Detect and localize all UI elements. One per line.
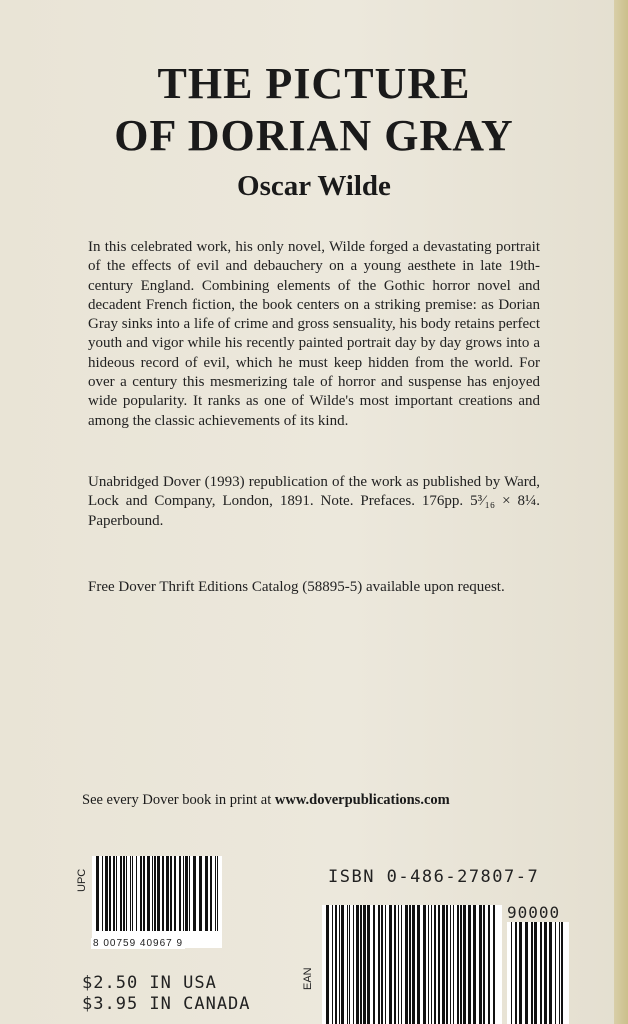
barcode-bar [405, 905, 408, 1024]
barcode-bar [463, 905, 466, 1024]
ean-label: EAN [302, 967, 314, 990]
website-url[interactable]: www.doverpublications.com [274, 792, 450, 808]
barcode-bar [446, 905, 448, 1024]
barcode-bar [515, 922, 517, 1024]
barcode-bar [555, 922, 556, 1024]
barcode-bar [442, 905, 445, 1024]
barcode-bar [116, 856, 117, 931]
barcode-bar [460, 905, 462, 1024]
barcode-bar [147, 856, 150, 931]
barcode-bar [341, 905, 344, 1024]
barcode-bar [428, 905, 429, 1024]
barcode-bar [339, 905, 340, 1024]
barcode-bar [170, 856, 172, 931]
barcode-bar [123, 856, 125, 931]
barcode-bar [166, 856, 169, 931]
barcode-bar [412, 905, 415, 1024]
barcode-bar [381, 905, 383, 1024]
barcode-bar [378, 905, 380, 1024]
barcode-bar [561, 922, 563, 1024]
barcode-bar [332, 905, 333, 1024]
barcode-bar [559, 922, 560, 1024]
barcode-bar [174, 856, 176, 931]
ean-bars [322, 905, 502, 1024]
book-title-line1: THE PICTURE [157, 59, 471, 108]
barcode-bar [102, 856, 103, 931]
barcode-bar [199, 856, 202, 931]
barcode-bar [179, 856, 181, 931]
barcode-bar [157, 856, 160, 931]
barcode-bar [154, 856, 156, 931]
barcode-bar [511, 922, 512, 1024]
barcode-bar [205, 856, 208, 931]
price-canada: $3.95 IN CANADA [82, 994, 251, 1014]
barcode-bar [434, 905, 436, 1024]
barcode-bar [335, 905, 337, 1024]
barcode-bar [143, 856, 145, 931]
website-prefix: See every Dover book in print at [82, 792, 275, 808]
barcode-bar [162, 856, 164, 931]
barcode-bar [210, 856, 212, 931]
publication-info: Unabridged Dover (1993) republication of the work as published by Ward, Lock and Company, London, 1891. Note. Prefaces. 176pp. 5³⁄₁₆ × 8¼. Paperbound. [88, 474, 540, 529]
upc-label: UPC [76, 868, 88, 892]
book-description: In this celebrated work, his only novel, Wilde forged a devastating portrait of the effects of evil and debauchery on a young aesthete in late 19th-century England. Combining elements of the Gothic horror novel and decadent French fiction, the book centers on a striking premise: as Dorian Gray sinks into a life of crime and gross sensuality, his body retains perfect youth and vigor while his recently painted portrait day by day grows into a hideous record of evil, which he must keep hidden from the world. For over a century this mesmerizing tale of horror and suspense has enjoyed wide popularity. It ranks as one of Wilde's most important creations and among the classic achievements of its kind. [88, 239, 540, 429]
barcode-bar [130, 856, 131, 931]
barcode-bar [488, 905, 490, 1024]
barcode-bar [136, 856, 137, 931]
barcode-bar [534, 922, 537, 1024]
addon-bars [507, 922, 569, 1024]
barcode-bar [423, 905, 426, 1024]
barcode-bar [120, 856, 122, 931]
book-author: Oscar Wilde [237, 170, 391, 202]
barcode-bar [453, 905, 454, 1024]
barcode-bar [126, 856, 127, 931]
barcode-bar [519, 922, 522, 1024]
barcode-bar [409, 905, 411, 1024]
upc-barcode [92, 856, 222, 948]
barcode-bar [353, 905, 354, 1024]
barcode-bar [531, 922, 533, 1024]
barcode-bar [140, 856, 142, 931]
barcode-bar [373, 905, 375, 1024]
barcode-bar [183, 856, 184, 931]
barcode-bar [493, 905, 495, 1024]
barcode-bar [394, 905, 396, 1024]
barcode-bar [417, 905, 420, 1024]
addon-barcode [507, 922, 569, 1024]
barcode-bar [525, 922, 528, 1024]
barcode-bar [326, 905, 329, 1024]
barcode-bar [349, 905, 350, 1024]
barcode-bar [363, 905, 366, 1024]
barcode-bar [215, 856, 216, 931]
barcode-bar [356, 905, 359, 1024]
barcode-bar [385, 905, 386, 1024]
price-code: 90000 [507, 903, 561, 922]
barcode-bar [401, 905, 402, 1024]
barcode-bar [544, 922, 547, 1024]
barcode-bar [217, 856, 218, 931]
book-title-line2: OF DORIAN GRAY [114, 111, 514, 160]
price-usa: $2.50 IN USA [82, 973, 217, 993]
barcode-bar [389, 905, 392, 1024]
barcode-bar [367, 905, 370, 1024]
barcode-bar [438, 905, 440, 1024]
barcode-bar [96, 856, 99, 931]
barcode-bar [540, 922, 542, 1024]
barcode-bar [193, 856, 196, 931]
ean-barcode [322, 905, 502, 1024]
barcode-bar [113, 856, 115, 931]
barcode-bar [109, 856, 111, 931]
website-line [82, 792, 450, 809]
barcode-bar [132, 856, 133, 931]
barcode-bar [185, 856, 188, 931]
barcode-bar [450, 905, 451, 1024]
upc-bars [92, 856, 222, 948]
barcode-bar [347, 905, 348, 1024]
barcode-bar [549, 922, 552, 1024]
catalog-note: Free Dover Thrift Editions Catalog (58895-5) available upon request. [88, 579, 505, 595]
barcode-bar [479, 905, 482, 1024]
isbn: ISBN 0-486-27807-7 [328, 867, 540, 887]
barcode-bar [189, 856, 190, 931]
barcode-bar [360, 905, 362, 1024]
barcode-bar [398, 905, 399, 1024]
barcode-bar [483, 905, 485, 1024]
barcode-bar [468, 905, 471, 1024]
barcode-bar [431, 905, 432, 1024]
upc-digits: 8 00759 40967 9 [93, 938, 184, 949]
barcode-bar [152, 856, 153, 931]
barcode-bar [473, 905, 476, 1024]
barcode-bar [457, 905, 459, 1024]
barcode-bar [105, 856, 108, 931]
